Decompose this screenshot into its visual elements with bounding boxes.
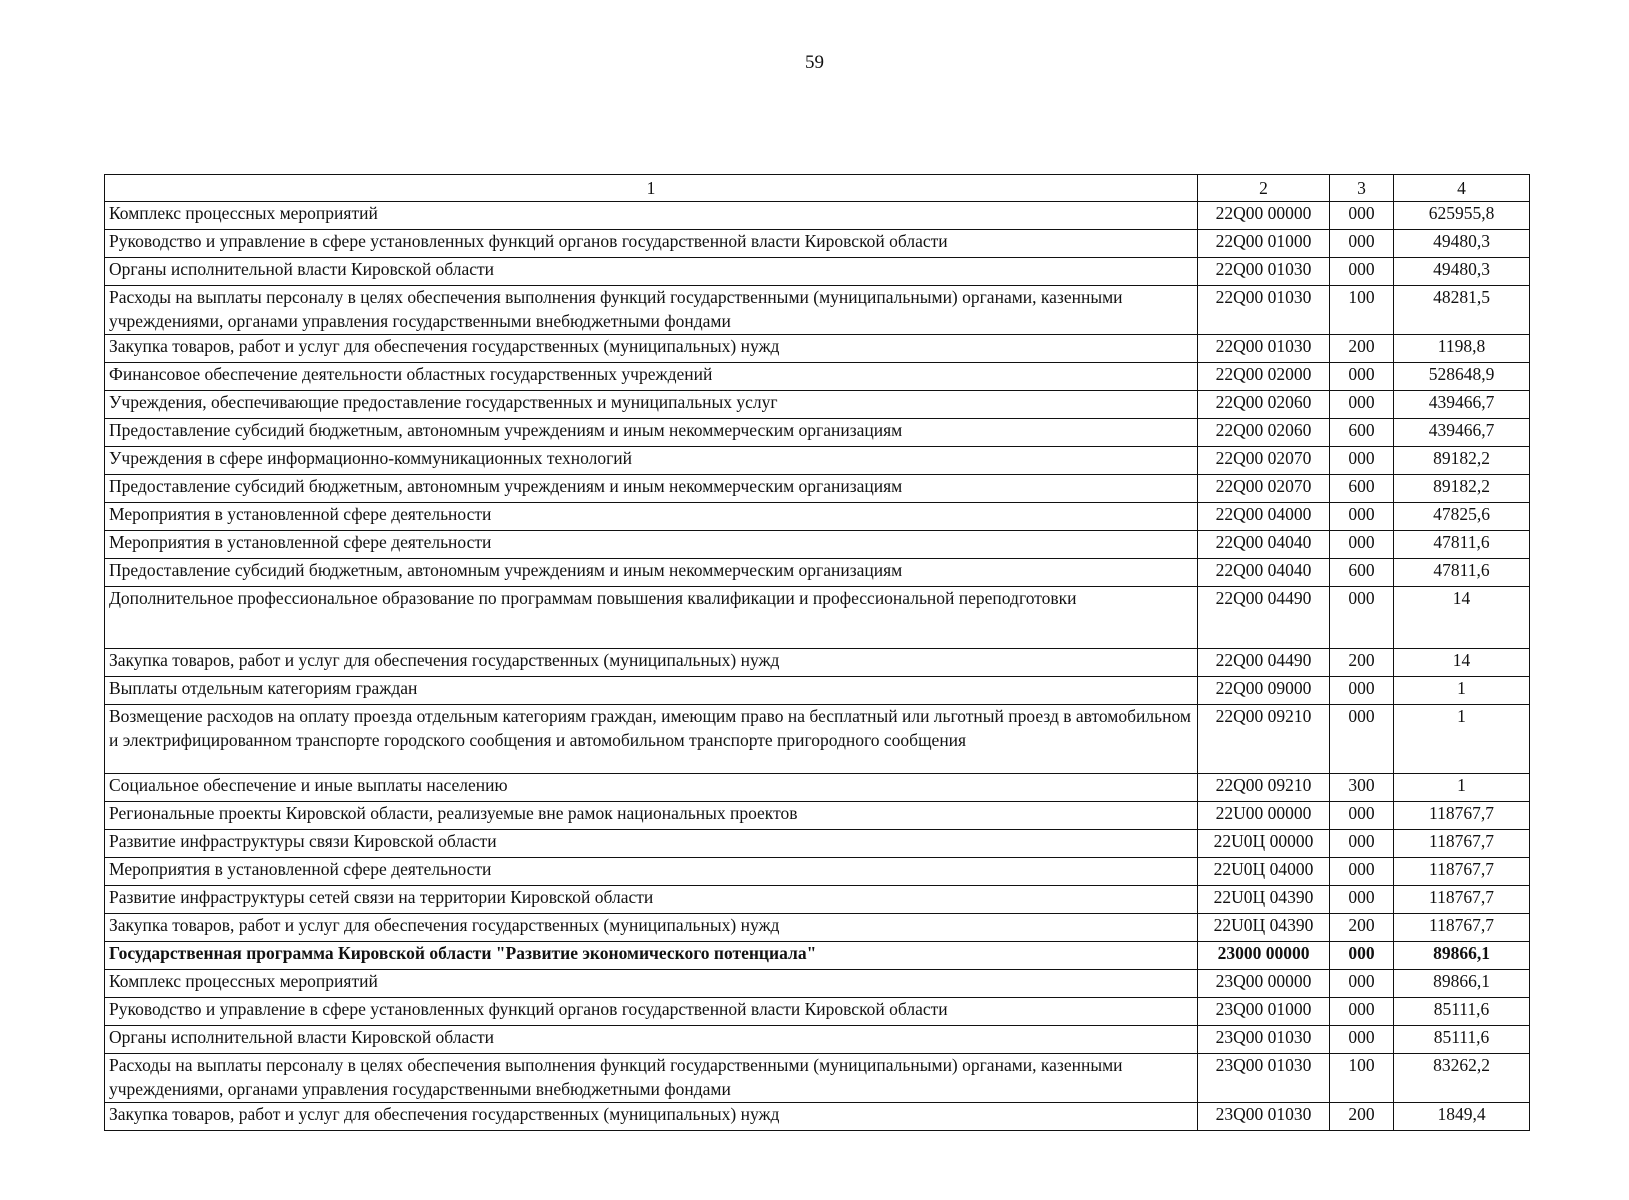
row-amount-cell: 528648,9 bbox=[1394, 363, 1530, 391]
row-code-cell: 23Q00 00000 bbox=[1198, 970, 1330, 998]
row-type-cell: 000 bbox=[1330, 363, 1394, 391]
table-row bbox=[105, 970, 1530, 998]
row-name-cell: Руководство и управление в сфере установленных функций органов государственной власти Кировской области bbox=[105, 230, 1198, 258]
row-name-cell: Расходы на выплаты персоналу в целях обеспечения выполнения функций государственными (муниципальными) органами, казенными учреждениями, органами управления государственными внебюджетными фондами bbox=[105, 286, 1198, 335]
row-type-cell: 100 bbox=[1330, 286, 1394, 335]
row-name-cell: Закупка товаров, работ и услуг для обеспечения государственных (муниципальных) нужд bbox=[105, 335, 1198, 363]
table-row bbox=[105, 202, 1530, 230]
header-col-name: 1 bbox=[105, 175, 1198, 202]
header-col-amount: 4 bbox=[1394, 175, 1530, 202]
row-type-cell: 200 bbox=[1330, 335, 1394, 363]
row-name-cell: Развитие инфраструктуры связи Кировской области bbox=[105, 830, 1198, 858]
row-name-cell: Развитие инфраструктуры сетей связи на территории Кировской области bbox=[105, 886, 1198, 914]
row-type-cell: 000 bbox=[1330, 998, 1394, 1026]
row-name-cell: Дополнительное профессиональное образование по программам повышения квалификации и профессиональной переподготовки bbox=[105, 587, 1198, 649]
row-type-cell: 000 bbox=[1330, 531, 1394, 559]
row-code-cell: 22Q00 09210 bbox=[1198, 705, 1330, 774]
row-amount-cell: 49480,3 bbox=[1394, 258, 1530, 286]
row-amount-cell: 439466,7 bbox=[1394, 391, 1530, 419]
row-amount-cell: 625955,8 bbox=[1394, 202, 1530, 230]
table-row bbox=[105, 419, 1530, 447]
table-row bbox=[105, 363, 1530, 391]
row-amount-cell: 118767,7 bbox=[1394, 886, 1530, 914]
row-amount-cell: 1 bbox=[1394, 774, 1530, 802]
row-code-cell: 22Q00 04490 bbox=[1198, 587, 1330, 649]
row-name-cell: Закупка товаров, работ и услуг для обеспечения государственных (муниципальных) нужд bbox=[105, 1103, 1198, 1131]
row-type-cell: 000 bbox=[1330, 705, 1394, 774]
row-name-cell: Выплаты отдельным категориям граждан bbox=[105, 677, 1198, 705]
row-name-cell: Предоставление субсидий бюджетным, автономным учреждениям и иным некоммерческим организациям bbox=[105, 559, 1198, 587]
row-name-cell: Расходы на выплаты персоналу в целях обеспечения выполнения функций государственными (муниципальными) органами, казенными учреждениями, органами управления государственными внебюджетными фондами bbox=[105, 1054, 1198, 1103]
row-type-cell: 600 bbox=[1330, 475, 1394, 503]
row-code-cell: 22Q00 04490 bbox=[1198, 649, 1330, 677]
row-name-cell: Мероприятия в установленной сфере деятельности bbox=[105, 858, 1198, 886]
row-amount-cell: 83262,2 bbox=[1394, 1054, 1530, 1103]
row-name-cell: Комплекс процессных мероприятий bbox=[105, 202, 1198, 230]
table-row bbox=[105, 677, 1530, 705]
row-type-cell: 600 bbox=[1330, 559, 1394, 587]
table-row bbox=[105, 914, 1530, 942]
row-amount-cell: 89866,1 bbox=[1394, 970, 1530, 998]
row-name-cell: Предоставление субсидий бюджетным, автономным учреждениям и иным некоммерческим организациям bbox=[105, 475, 1198, 503]
row-type-cell: 000 bbox=[1330, 391, 1394, 419]
table-row bbox=[105, 475, 1530, 503]
row-code-cell: 23Q00 01030 bbox=[1198, 1054, 1330, 1103]
row-type-cell: 200 bbox=[1330, 649, 1394, 677]
row-amount-cell: 85111,6 bbox=[1394, 1026, 1530, 1054]
row-type-cell: 000 bbox=[1330, 802, 1394, 830]
table-row bbox=[105, 830, 1530, 858]
row-code-cell: 22U0Ц 04000 bbox=[1198, 858, 1330, 886]
row-name-cell: Финансовое обеспечение деятельности областных государственных учреждений bbox=[105, 363, 1198, 391]
table-row bbox=[105, 1103, 1530, 1131]
row-amount-cell: 118767,7 bbox=[1394, 914, 1530, 942]
table-header-row bbox=[105, 175, 1530, 202]
row-code-cell: 22U0Ц 04390 bbox=[1198, 914, 1330, 942]
header-col-code: 2 bbox=[1198, 175, 1330, 202]
row-type-cell: 000 bbox=[1330, 258, 1394, 286]
row-code-cell: 22Q00 02060 bbox=[1198, 419, 1330, 447]
table-row bbox=[105, 942, 1530, 970]
row-amount-cell: 1198,8 bbox=[1394, 335, 1530, 363]
row-name-cell: Социальное обеспечение и иные выплаты населению bbox=[105, 774, 1198, 802]
row-type-cell: 200 bbox=[1330, 1103, 1394, 1131]
row-code-cell: 23Q00 01000 bbox=[1198, 998, 1330, 1026]
row-name-cell: Комплекс процессных мероприятий bbox=[105, 970, 1198, 998]
table-row bbox=[105, 1054, 1530, 1103]
table-row bbox=[105, 559, 1530, 587]
row-name-cell: Мероприятия в установленной сфере деятельности bbox=[105, 503, 1198, 531]
table-row bbox=[105, 587, 1530, 649]
page-number: 59 bbox=[805, 52, 824, 73]
table-row bbox=[105, 998, 1530, 1026]
row-type-cell: 300 bbox=[1330, 774, 1394, 802]
row-name-cell: Возмещение расходов на оплату проезда отдельным категориям граждан, имеющим право на бесплатный или льготный проезд в автомобильном и электрифицированном транспорте городского сообщения и автомобильном транспорте пригородного сообщения bbox=[105, 705, 1198, 774]
table-row bbox=[105, 503, 1530, 531]
row-amount-cell: 89182,2 bbox=[1394, 475, 1530, 503]
row-amount-cell: 47825,6 bbox=[1394, 503, 1530, 531]
row-type-cell: 000 bbox=[1330, 230, 1394, 258]
row-code-cell: 22Q00 02060 bbox=[1198, 391, 1330, 419]
row-code-cell: 22Q00 09210 bbox=[1198, 774, 1330, 802]
row-name-cell: Предоставление субсидий бюджетным, автономным учреждениям и иным некоммерческим организациям bbox=[105, 419, 1198, 447]
table-row bbox=[105, 258, 1530, 286]
row-amount-cell: 89866,1 bbox=[1394, 942, 1530, 970]
row-code-cell: 22Q00 04040 bbox=[1198, 531, 1330, 559]
row-code-cell: 23Q00 01030 bbox=[1198, 1026, 1330, 1054]
row-name-cell: Закупка товаров, работ и услуг для обеспечения государственных (муниципальных) нужд bbox=[105, 914, 1198, 942]
row-amount-cell: 48281,5 bbox=[1394, 286, 1530, 335]
row-type-cell: 000 bbox=[1330, 858, 1394, 886]
row-amount-cell: 1849,4 bbox=[1394, 1103, 1530, 1131]
row-amount-cell: 1 bbox=[1394, 677, 1530, 705]
row-code-cell: 22Q00 01030 bbox=[1198, 335, 1330, 363]
row-amount-cell: 47811,6 bbox=[1394, 531, 1530, 559]
row-amount-cell: 49480,3 bbox=[1394, 230, 1530, 258]
row-amount-cell: 439466,7 bbox=[1394, 419, 1530, 447]
row-name-cell: Учреждения в сфере информационно-коммуникационных технологий bbox=[105, 447, 1198, 475]
row-code-cell: 23Q00 01030 bbox=[1198, 1103, 1330, 1131]
row-name-cell: Государственная программа Кировской области "Развитие экономического потенциала" bbox=[105, 942, 1198, 970]
budget-table bbox=[104, 174, 1530, 1131]
row-type-cell: 100 bbox=[1330, 1054, 1394, 1103]
row-type-cell: 600 bbox=[1330, 419, 1394, 447]
row-type-cell: 000 bbox=[1330, 970, 1394, 998]
row-code-cell: 22Q00 02000 bbox=[1198, 363, 1330, 391]
row-name-cell: Закупка товаров, работ и услуг для обеспечения государственных (муниципальных) нужд bbox=[105, 649, 1198, 677]
row-amount-cell: 89182,2 bbox=[1394, 447, 1530, 475]
row-type-cell: 000 bbox=[1330, 503, 1394, 531]
row-name-cell: Мероприятия в установленной сфере деятельности bbox=[105, 531, 1198, 559]
row-type-cell: 000 bbox=[1330, 677, 1394, 705]
row-type-cell: 000 bbox=[1330, 1026, 1394, 1054]
row-type-cell: 000 bbox=[1330, 942, 1394, 970]
row-name-cell: Органы исполнительной власти Кировской области bbox=[105, 1026, 1198, 1054]
row-code-cell: 22Q00 04000 bbox=[1198, 503, 1330, 531]
table-row bbox=[105, 335, 1530, 363]
table-row bbox=[105, 1026, 1530, 1054]
row-type-cell: 000 bbox=[1330, 447, 1394, 475]
row-code-cell: 22Q00 01000 bbox=[1198, 230, 1330, 258]
row-code-cell: 22Q00 01030 bbox=[1198, 258, 1330, 286]
table-row bbox=[105, 705, 1530, 774]
table-row bbox=[105, 531, 1530, 559]
row-type-cell: 000 bbox=[1330, 587, 1394, 649]
row-amount-cell: 1 bbox=[1394, 705, 1530, 774]
table-row bbox=[105, 858, 1530, 886]
row-code-cell: 22Q00 09000 bbox=[1198, 677, 1330, 705]
row-amount-cell: 85111,6 bbox=[1394, 998, 1530, 1026]
row-code-cell: 22U0Ц 04390 bbox=[1198, 886, 1330, 914]
table-row bbox=[105, 230, 1530, 258]
row-type-cell: 200 bbox=[1330, 914, 1394, 942]
table-row bbox=[105, 886, 1530, 914]
row-name-cell: Региональные проекты Кировской области, реализуемые вне рамок национальных проектов bbox=[105, 802, 1198, 830]
row-code-cell: 23000 00000 bbox=[1198, 942, 1330, 970]
table-row bbox=[105, 286, 1530, 335]
header-col-type: 3 bbox=[1330, 175, 1394, 202]
row-name-cell: Органы исполнительной власти Кировской области bbox=[105, 258, 1198, 286]
row-amount-cell: 118767,7 bbox=[1394, 858, 1530, 886]
table-body bbox=[105, 175, 1530, 1131]
row-amount-cell: 47811,6 bbox=[1394, 559, 1530, 587]
row-code-cell: 22Q00 00000 bbox=[1198, 202, 1330, 230]
row-amount-cell: 14 bbox=[1394, 649, 1530, 677]
row-amount-cell: 118767,7 bbox=[1394, 830, 1530, 858]
row-type-cell: 000 bbox=[1330, 886, 1394, 914]
row-type-cell: 000 bbox=[1330, 202, 1394, 230]
row-code-cell: 22U0Ц 00000 bbox=[1198, 830, 1330, 858]
row-name-cell: Руководство и управление в сфере установленных функций органов государственной власти Кировской области bbox=[105, 998, 1198, 1026]
row-type-cell: 000 bbox=[1330, 830, 1394, 858]
table-row bbox=[105, 649, 1530, 677]
row-name-cell: Учреждения, обеспечивающие предоставление государственных и муниципальных услуг bbox=[105, 391, 1198, 419]
table-row bbox=[105, 391, 1530, 419]
table-row bbox=[105, 774, 1530, 802]
row-amount-cell: 118767,7 bbox=[1394, 802, 1530, 830]
row-code-cell: 22U00 00000 bbox=[1198, 802, 1330, 830]
row-amount-cell: 14 bbox=[1394, 587, 1530, 649]
row-code-cell: 22Q00 02070 bbox=[1198, 447, 1330, 475]
row-code-cell: 22Q00 02070 bbox=[1198, 475, 1330, 503]
row-code-cell: 22Q00 04040 bbox=[1198, 559, 1330, 587]
row-code-cell: 22Q00 01030 bbox=[1198, 286, 1330, 335]
table-row bbox=[105, 447, 1530, 475]
table-row bbox=[105, 802, 1530, 830]
